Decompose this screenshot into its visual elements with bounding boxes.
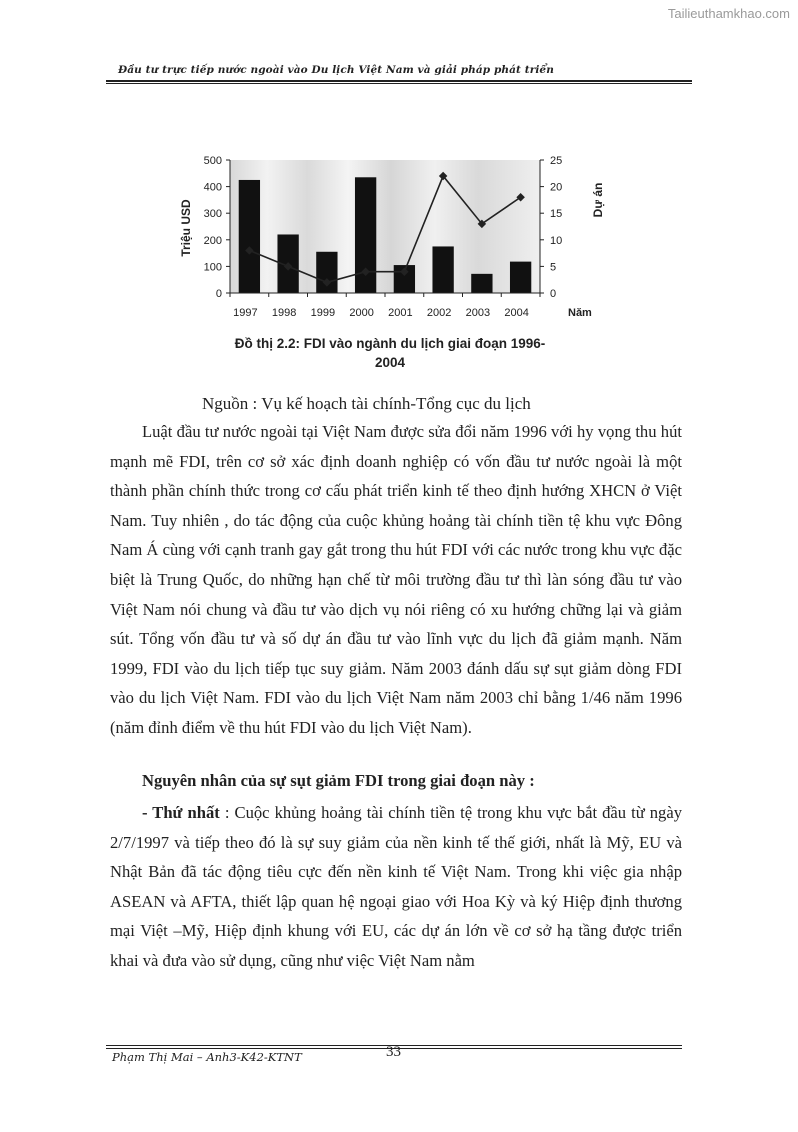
- bar-1999: [316, 252, 337, 293]
- y-tick-label: 500: [203, 155, 222, 167]
- page-number: 33: [386, 1044, 401, 1060]
- chart-title-line2: 2004: [374, 355, 406, 370]
- section-heading: Nguyên nhân của sự sụt giảm FDI trong giai đoạn này :: [142, 771, 535, 790]
- x-tick-label: 1999: [310, 307, 336, 319]
- bar-2002: [432, 246, 453, 293]
- plot-area: [230, 160, 540, 293]
- source-note: Nguồn : Vụ kế hoạch tài chính-Tổng cục du lịch: [202, 394, 531, 413]
- paragraph-1: Luật đầu tư nước ngoài tại Việt Nam được sửa đổi năm 1996 với hy vọng thu hút mạnh mẽ FDI, trên cơ sở xác định doanh nghiệp có vốn đầu tư nước ngoài là một thành phần chính thức trong cơ cấu phát triển kinh tế theo định hướng XHCN ở Việt Nam. Tuy nhiên , do tác động của cuộc khủng hoảng tài chính tiền tệ khu vực Đông Nam Á cùng với cạnh tranh gay gắt trong thu hút FDI với các nước trong khu vực đặc biệt là Trung Quốc, do những hạn chế từ môi trường đầu tư thì làn sóng đầu tư vào Việt Nam nói chung và đầu tư vào dịch vụ nói riêng có xu hướng chững lại và giảm sút. Tổng vốn đầu tư và số dự án đầu tư vào lĩnh vực du lịch đã giảm mạnh. Năm 1999, FDI vào du lịch tiếp tục suy giảm. Năm 2003 đánh dấu sự sụt giảm dòng FDI vào du lịch Việt Nam. FDI vào du lịch Việt Nam năm 2003 chỉ bằng 1/46 năm 1996 (năm đỉnh điểm về thu hút FDI vào du lịch Việt Nam).: [110, 422, 682, 737]
- paragraph-2-lead: - Thứ nhất: [142, 803, 220, 822]
- y2-axis-label: Dự án: [591, 182, 605, 218]
- y2-tick-label: 15: [550, 208, 563, 221]
- y2-tick-label: 10: [550, 234, 563, 247]
- x-tick-label: 2000: [349, 307, 374, 319]
- x-tick-label: 1998: [271, 307, 297, 319]
- x-tick-label: 2004: [504, 307, 529, 319]
- x-tick-label: 2002: [426, 307, 452, 319]
- bar-1997: [239, 180, 260, 293]
- footer-author: Phạm Thị Mai – Anh3-K42-KTNT: [112, 1050, 302, 1064]
- y-tick-label: 0: [215, 288, 222, 300]
- chart-caption: [200, 334, 580, 372]
- y2-tick-label: 5: [550, 261, 557, 274]
- bar-2003: [471, 274, 492, 293]
- chart-title-line1: Đồ thị 2.2: FDI vào ngành du lịch giai đoạn 1996-: [234, 336, 546, 351]
- paragraph-2: [110, 798, 682, 976]
- header-rule-thin: [106, 83, 692, 84]
- paragraph-2-body: : Cuộc khủng hoảng tài chính tiền tệ trong khu vực bắt đầu từ ngày 2/7/1997 và tiếp theo đó là sự suy giảm của nền kinh tế thế giới, nhất là Mỹ, EU và Nhật Bản đã tác động tiêu cực đến nền kinh tế Việt Nam. Trong khi việc gia nhập ASEAN và AFTA, thiết lập quan hệ ngoại giao với Hoa Kỳ và ký Hiệp định thương mại Việt –Mỹ, Hiệp định khung với EU, các dự án lớn về cơ sở hạ tầng được triển khai và đưa vào sử dụng, cũng như việc Việt Nam nằm: [110, 803, 683, 970]
- bar-2004: [510, 262, 531, 293]
- running-header: Đầu tư trực tiếp nước ngoài vào Du lịch Việt Nam và giải pháp phát triển: [118, 64, 554, 76]
- x-tick-label: 2003: [465, 307, 491, 319]
- fdi-chart: [178, 148, 618, 323]
- y2-tick-label: 0: [550, 288, 557, 300]
- x-axis-label: Năm: [568, 307, 592, 319]
- y-tick-label: 300: [203, 208, 222, 221]
- x-tick-label: 1997: [233, 307, 258, 319]
- header-rule: [106, 80, 692, 82]
- y-tick-label: 200: [203, 234, 222, 247]
- y2-tick-label: 20: [550, 181, 563, 194]
- y-tick-label: 100: [203, 261, 222, 274]
- x-tick-label: 2001: [388, 307, 413, 319]
- y-tick-label: 400: [203, 181, 222, 194]
- y-axis-label: Triệu USD: [179, 199, 193, 257]
- watermark: Tailieuthamkhao.com: [667, 6, 790, 21]
- y2-tick-label: 25: [550, 155, 563, 167]
